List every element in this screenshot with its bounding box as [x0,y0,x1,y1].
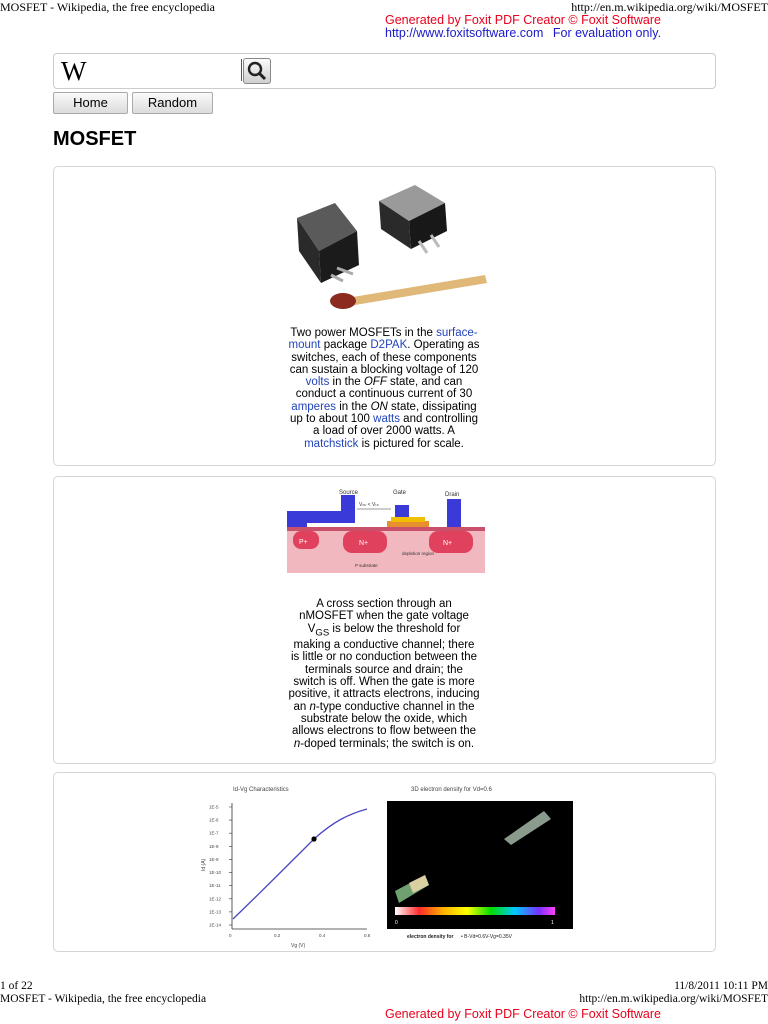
caption-italic: n [309,700,316,713]
pdf-header-url-page2: http://en.m.wikipedia.org/wiki/MOSFET [579,993,768,1005]
density-legend-detail: • B-Vd=0.6V-Vg=0.35V [461,934,512,940]
figure1-caption [288,327,480,450]
link-d2pak[interactable]: D2PAK [370,339,408,352]
y-tick-label: 1E-9 [209,856,219,862]
caption-text: in the [329,376,364,389]
label-depletion: depletion region [402,551,435,556]
label-p-plus: P+ [299,539,308,546]
link-surface-mount[interactable]: surface-mount [288,327,478,352]
label-source: Source [339,490,359,496]
foxit-banner: Generated by Foxit PDF Creator © Foxit Software [385,13,661,27]
density-plot-title: 3D electron density for Vd=0.6 [411,787,492,793]
caption-text: state, and can conduct a continuous current of 30 [295,376,473,401]
x-tick-labels [229,933,371,938]
caption-subscript: GS [315,626,330,638]
random-button[interactable]: Random [132,92,213,114]
y-tick-label: 1E-7 [209,830,219,836]
figure-card-cross-section [53,476,716,764]
link-amperes[interactable]: amperes [291,400,337,413]
y-tick-label: 1E-11 [209,883,221,889]
y-tick-label: 1E-13 [209,909,222,915]
density-legend-label: electron density for [407,934,454,940]
pdf-print-date: 11/8/2011 10:11 PM [674,980,768,992]
pdf-header-url: http://en.m.wikipedia.org/wiki/MOSFET [571,0,768,14]
label-n-plus-left: N+ [359,540,369,547]
caption-text: state, dissipating up to about 100 [290,400,477,426]
caption-text: is below the threshold for making a conductive channel; there is little or no conduction between the terminals source and drain; the switch is off. When the gate is more positive, it attracts electrons, inducing an [288,622,480,713]
power-mosfets-photo[interactable] [287,173,487,318]
colorbar-max: 1 [551,920,554,926]
caption-text: -doped terminals; the switch is on. [300,737,475,750]
foxit-eval-line [385,26,661,40]
foxit-link[interactable]: http://www.foxitsoftware.com [385,26,544,40]
pdf-page-number: 1 of 22 [0,980,33,992]
colorbar [395,907,555,915]
x-axis-label: Vg (V) [291,943,306,949]
operating-point-marker [311,836,316,841]
search-icon [244,59,270,83]
caption-text: package [320,339,371,352]
label-vgs-vth: Vₘₗ < Vₜₕ [359,502,379,508]
link-volts[interactable]: volts [305,376,330,389]
page-title: MOSFET [53,128,137,150]
figure2-caption [288,598,480,750]
caption-text-on: ON [370,400,388,413]
y-axis-label: Id (A) [201,858,207,871]
label-gate: Gate [393,490,407,496]
x-tick-label: 0.2 [274,933,281,938]
search-button[interactable] [243,58,271,84]
id-vg-curve [233,809,367,919]
colorbar-min: 0 [395,920,398,926]
home-button[interactable]: Home [53,92,128,114]
y-tick-label: 1E-6 [209,817,219,823]
label-drain: Drain [445,492,460,498]
caption-text: is pictured for scale. [358,437,464,450]
y-tick-label: 1E-12 [209,896,222,902]
caption-text: A cross section through an nMOSFET when the gate voltage V [299,598,469,635]
y-tick-label: 1E-8 [209,843,219,849]
foxit-banner-page2: Generated by Foxit PDF Creator © Foxit Software [385,1007,661,1021]
caption-italic: n [293,737,301,750]
y-tick-label: 1E-14 [209,922,222,928]
x-tick-label: 0.4 [319,933,326,938]
x-tick-label: 0.6 [364,933,371,938]
caption-text: and controlling a load of over 2000 watts. A [313,413,478,438]
y-tick-label: 1E-5 [209,804,219,810]
caption-text: Two power MOSFETs in the [290,327,437,339]
y-tick-label: 1E-10 [209,870,222,876]
label-n-plus-right: N+ [443,540,453,547]
figure-card-simulation [53,772,716,952]
nmosfet-cross-section-diagram[interactable] [287,487,485,577]
caption-text: in the [336,400,371,413]
y-tick-labels [209,805,232,928]
wikipedia-logo[interactable]: W [61,56,87,86]
pdf-header-title: MOSFET - Wikipedia, the free encyclopedia [0,0,216,14]
plot-title: Id-Vg Characteristics [233,787,289,793]
caption-text-off: OFF [363,376,387,389]
link-matchstick[interactable]: matchstick [304,437,359,450]
search-input[interactable] [241,59,242,81]
search-bar [53,53,716,89]
pdf-header-title-page2: MOSFET - Wikipedia, the free encyclopedia [0,993,207,1005]
label-substrate: P substrate [355,563,378,568]
x-tick-label: 0 [229,933,232,938]
id-vg-simulation-figure[interactable] [199,779,574,951]
caption-text: . Operating as switches, each of these components can sustain a blocking voltage of 120 [289,339,480,376]
caption-text: -type conductive channel in the substrate below the oxide, which allows electrons to flow between the [291,700,477,738]
link-watts[interactable]: watts [373,413,400,426]
figure-card-mosfet-photo [53,166,716,466]
foxit-eval: For evaluation only. [552,26,662,40]
